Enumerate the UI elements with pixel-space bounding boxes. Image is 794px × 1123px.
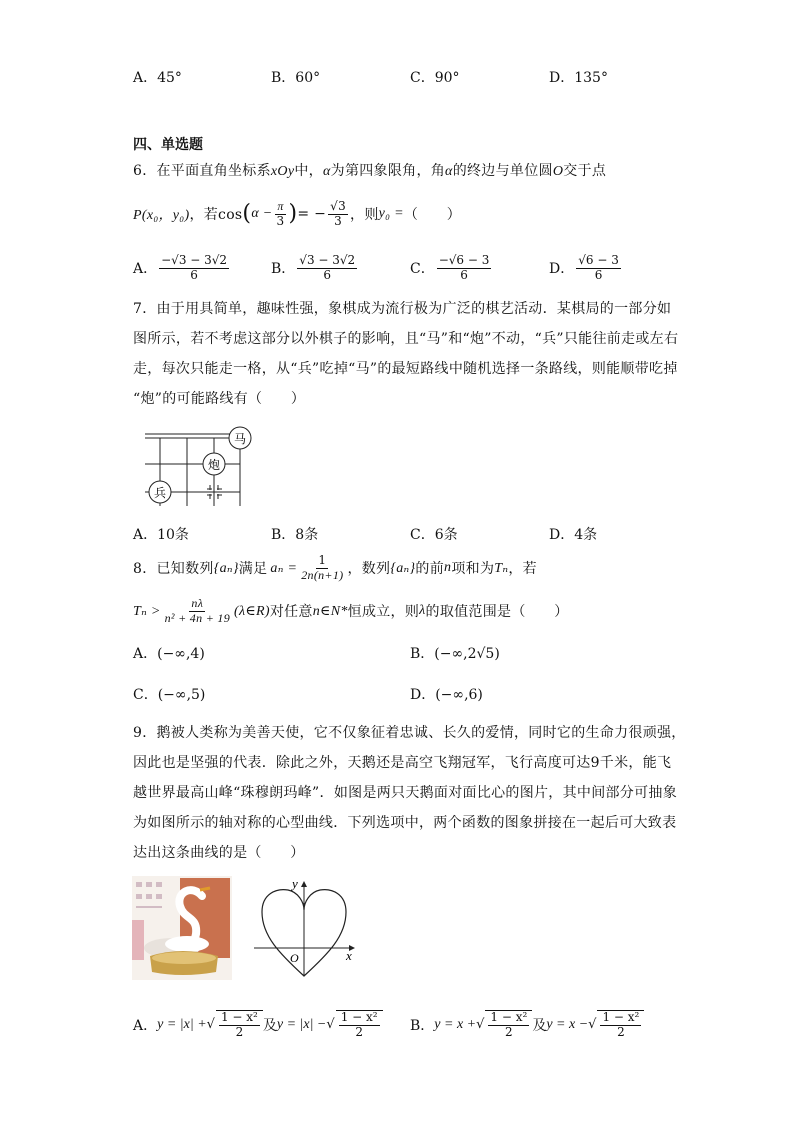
q8-line-2: Tₙ > $\frac{n\lambda}{\text{n² + 4n + 19}}$ (λ∈R) 对任意 n∈N* 恒成立，则 λ 的取值范围是（ ） — [133, 596, 569, 625]
q6-option-d: D． $\frac{√6 - 3}{6}$ — [549, 253, 619, 282]
q6-option-c: C． $\frac{-√6 - 3}{6}$ — [410, 253, 490, 282]
svg-text:马: 马 — [233, 432, 247, 446]
q9-line-2: 因此也是坚强的代表．除此之外，天鹅还是高空飞翔冠军，飞行高度可达9千米，能飞 — [133, 755, 672, 771]
q8-option-c: C．(−∞,5) — [133, 687, 206, 703]
q8-line-1: 8．已知数列 {aₙ} 满足 aₙ = $\frac{1}{2n(n+1)}$ ，数列 {aₙ} 的前 n 项和为 Tₙ ，若 — [133, 553, 537, 582]
svg-text:炮: 炮 — [207, 458, 221, 472]
chess-piece-pao — [203, 453, 225, 475]
heart-curve-figure — [250, 876, 360, 980]
q8-option-b: B．(−∞,2√5) — [410, 646, 500, 662]
q5-option-d: D．135° — [549, 70, 608, 86]
q9-option-b: B． y = x + √ $\frac{\text{1 − x²}}{2}$ 及 y = x − √ $\frac{\text{1 − x²}}{2}$ — [410, 1010, 644, 1040]
q7-line-3: 走，每次只能走一格，从“兵”吃掉“马”的最短路线中随机选择一条路线，则能顺带吃掉 — [133, 361, 678, 377]
q9-line-5: 达出这条曲线的是（ ） — [133, 845, 305, 861]
q9-option-a: A． y = |x| + √ $\frac{\text{1 − x²}}{2}$ 及 y = |x| − √ $\frac{\text{1 − x²}}{2}$ — [133, 1010, 383, 1040]
chess-piece-ma — [229, 427, 251, 449]
q9-line-1: 9．鹅被人类称为美善天使，它不仅象征着忠诚、长久的爱情，同时它的生命力很顽强， — [133, 725, 686, 741]
q7-line-4: “炮”的可能路线有（ ） — [133, 391, 306, 407]
svg-text:y: y — [292, 876, 298, 891]
q6-line-2: P(x₀，y₀) ，若cos ( α − $\frac{\pi}{3}$ ) = − $\frac{√3}{3}$ ，则 y₀ = （ ） — [133, 199, 462, 228]
chess-piece-bing — [149, 481, 171, 503]
alpha-symbol: α — [445, 164, 453, 179]
q9-line-3: 越世界最高山峰“珠穆朗玛峰”．如图是两只天鹅面对面比心的图片，其中间部分可抽象 — [133, 785, 678, 801]
svg-text:x: x — [346, 948, 352, 963]
q7-option-a: A．10条 — [133, 527, 189, 543]
q9-opt-a-num-2: 1 − x² — [340, 1010, 378, 1024]
q6-line-1: 6．在平面直角坐标系xOy中，α为第四象限角，角α的终边与单位圆O交于点 — [133, 163, 607, 179]
q7-option-d: D．4条 — [549, 527, 598, 543]
svg-text:O: O — [290, 951, 299, 965]
q8-option-d: D．(−∞,6) — [410, 687, 483, 703]
q6-option-b: B． $\frac{√3 - 3√2}{6}$ — [271, 253, 356, 282]
q9-line-4: 为如图所示的轴对称的心型曲线．下列选项中，两个函数的图象拼接在一起后可大致表 — [133, 815, 677, 831]
q7-line-2: 图所示，若不考虑这部分以外棋子的影响，且“马”和“炮”不动，“兵”只能往前走或左右 — [133, 331, 679, 347]
q7-line-1: 7．由于用具简单，趣味性强，象棋成为流行极为广泛的棋艺活动．某棋局的一部分如 — [133, 301, 672, 317]
q5-option-b: B．60° — [271, 70, 321, 86]
q6-option-a: A． $\frac{-√3 - 3√2}{6}$ — [133, 253, 228, 282]
section-title: 四、单选题 — [133, 137, 203, 153]
q5-option-a: A．45° — [133, 70, 182, 86]
q7-option-b: B．8条 — [271, 527, 319, 543]
swan-photo — [132, 876, 232, 980]
q8-option-a: A．(−∞,4) — [133, 646, 205, 662]
svg-text:兵: 兵 — [153, 486, 167, 500]
q9-opt-b-num-2: 1 − x² — [602, 1010, 640, 1024]
q7-option-c: C．6条 — [410, 527, 458, 543]
chess-board-figure — [140, 424, 265, 509]
q5-option-c: C．90° — [410, 70, 460, 86]
